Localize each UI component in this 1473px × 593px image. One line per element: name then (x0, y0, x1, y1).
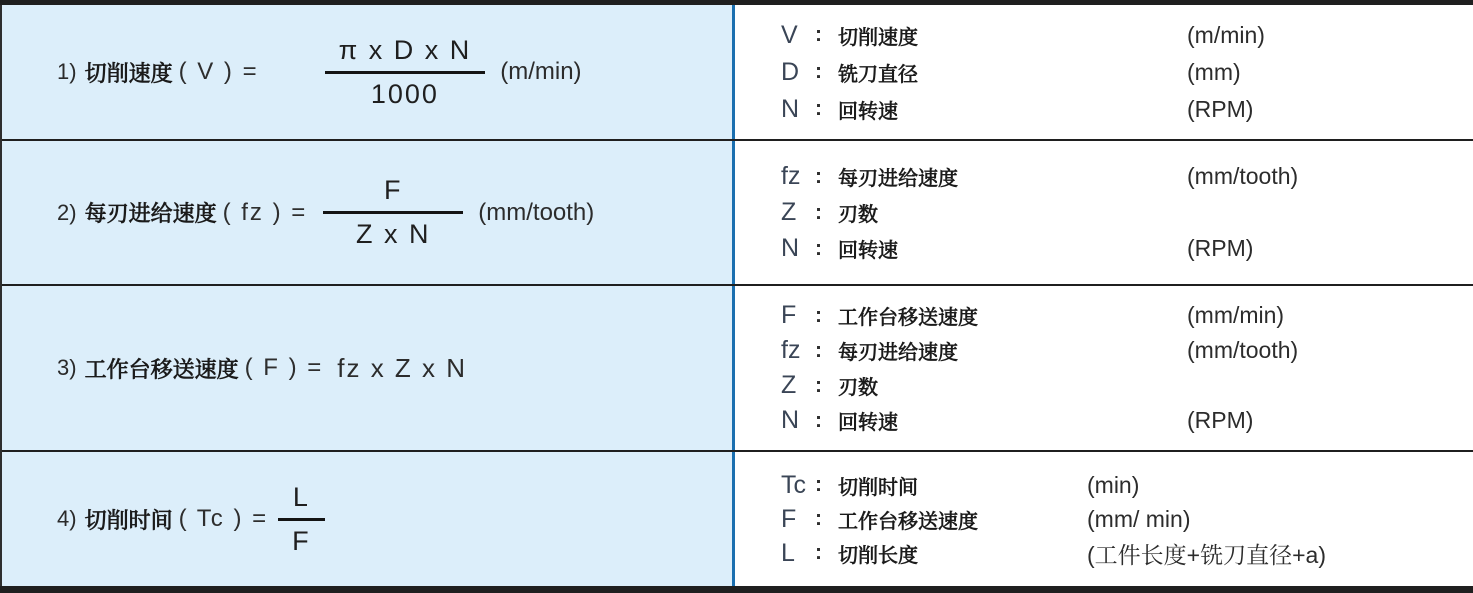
definition-text: 铣刀直径 (838, 63, 918, 86)
fraction (278, 482, 325, 557)
definition-text: 刃数 (838, 377, 878, 399)
colon-separator: : (815, 473, 822, 496)
definition-symbol: N (781, 406, 800, 434)
definition-unit: (mm) (1187, 58, 1241, 85)
definition-symbol: fz (781, 336, 801, 364)
definition-line (781, 17, 1473, 54)
definition-text: 工作台移送速度 (838, 307, 978, 329)
colon-separator: : (815, 303, 822, 327)
fraction-denominator: F (292, 525, 311, 556)
table-row-feed-per-tooth (2, 141, 1473, 286)
definitions-cell (735, 286, 1473, 450)
definitions-cell (735, 5, 1473, 139)
definition-unit: (m/min) (1187, 21, 1265, 48)
definition-symbol: F (781, 301, 797, 329)
definition-line (781, 403, 1473, 438)
fraction-numerator: L (292, 481, 310, 512)
definition-text: 每刃进给速度 (838, 342, 958, 364)
definition-symbol: N (781, 234, 800, 262)
bottom-border-bar (0, 586, 1473, 593)
formula-name: 切削速度 (84, 60, 173, 86)
definition-line (781, 231, 1473, 267)
definition-symbol: fz (781, 162, 801, 190)
fraction-numerator: F (384, 175, 403, 205)
definition-unit: (RPM) (1187, 95, 1254, 122)
fraction-numerator: π x D x N (338, 34, 472, 65)
colon-separator: : (815, 200, 822, 224)
definition-text: 切削时间 (838, 476, 918, 499)
formula-symbol: ( V ) = (178, 58, 259, 85)
definition-unit: (工件长度+铣刀直径+a) (1087, 541, 1326, 568)
definition-text: 切削速度 (838, 26, 918, 49)
fraction (323, 175, 463, 250)
definition-line (781, 159, 1473, 195)
colon-separator: : (815, 541, 822, 564)
formula-index: 1) (57, 59, 77, 84)
definition-text: 切削长度 (838, 544, 918, 567)
definition-line (781, 298, 1473, 333)
colon-separator: : (815, 60, 822, 83)
fraction-denominator: Z x N (356, 219, 431, 249)
definition-line (781, 368, 1473, 403)
colon-separator: : (815, 97, 822, 120)
formula-expression: fz x Z x N (337, 352, 468, 383)
definition-line (781, 54, 1473, 91)
definition-line (781, 502, 1473, 536)
definition-symbol: F (781, 504, 797, 533)
formula-symbol: ( F ) = (244, 354, 324, 381)
colon-separator: : (815, 23, 822, 46)
definition-unit: (RPM) (1187, 235, 1254, 261)
definition-text: 回转速 (838, 240, 898, 262)
definition-symbol: D (781, 57, 800, 86)
definition-text: 刃数 (838, 204, 878, 226)
definitions-cell (735, 452, 1473, 586)
table-row-cutting-speed (2, 5, 1473, 141)
table-row-cutting-time (2, 452, 1473, 586)
definition-line (781, 91, 1473, 128)
definition-symbol: V (781, 20, 798, 49)
definition-symbol: L (781, 538, 795, 567)
definition-text: 工作台移送速度 (838, 510, 978, 533)
definition-line (781, 333, 1473, 368)
colon-separator: : (815, 164, 822, 188)
colon-separator: : (815, 408, 822, 432)
formula-cell (2, 141, 735, 284)
fraction-denominator: 1000 (370, 78, 439, 109)
definition-line (781, 468, 1473, 502)
definition-unit: (mm/ min) (1087, 505, 1191, 532)
fraction (325, 35, 486, 110)
formula-cell (2, 5, 735, 139)
formula-index: 2) (57, 199, 77, 225)
formula-cell (2, 286, 735, 450)
definition-text: 每刃进给速度 (838, 168, 958, 190)
definition-text: 回转速 (838, 412, 898, 434)
colon-separator: : (815, 236, 822, 260)
formula-index: 3) (57, 355, 77, 380)
definition-line (781, 536, 1473, 570)
formula-symbol: ( Tc ) = (178, 505, 269, 532)
definition-unit: (mm/min) (1187, 302, 1285, 328)
definitions-cell (735, 141, 1473, 284)
formula-symbol: ( fz ) = (222, 198, 308, 226)
definition-line (781, 195, 1473, 231)
formula-name: 工作台移送速度 (84, 356, 239, 382)
formula-index: 4) (57, 506, 77, 531)
definition-unit: (mm/tooth) (1187, 337, 1299, 363)
formula-table (0, 5, 1473, 586)
colon-separator: : (815, 507, 822, 530)
definition-unit: (mm/tooth) (1187, 163, 1299, 189)
definition-symbol: Z (781, 371, 797, 399)
formula-cell (2, 452, 735, 586)
formula-unit: (mm/tooth) (478, 198, 595, 226)
definition-symbol: Tc (781, 470, 806, 499)
definition-text: 回转速 (838, 100, 898, 123)
definition-unit: (RPM) (1187, 407, 1254, 433)
definition-symbol: N (781, 94, 800, 123)
colon-separator: : (815, 373, 822, 397)
definition-symbol: Z (781, 198, 797, 226)
formula-name: 每刃进给速度 (84, 201, 217, 226)
formula-unit: (m/min) (500, 58, 582, 85)
colon-separator: : (815, 338, 822, 362)
definition-unit: (min) (1087, 471, 1140, 498)
formula-name: 切削时间 (84, 507, 173, 533)
table-row-table-feed (2, 286, 1473, 452)
